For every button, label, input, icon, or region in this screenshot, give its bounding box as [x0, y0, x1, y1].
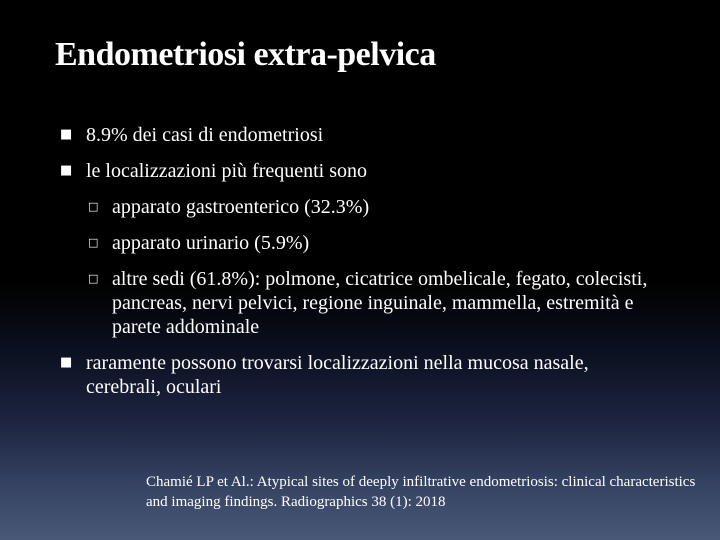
square-bullet-icon: ■: [60, 163, 73, 178]
square-bullet-icon: ■: [60, 127, 73, 142]
reference-citation: Chamié LP et Al.: Atypical sites of deeply infiltrative endometriosis: clinical characteristics and imaging findings. Radiographics 38 (1): 2018: [146, 474, 696, 510]
sub-bullet-text: apparato gastroenterico (32.3%): [112, 196, 370, 218]
bullet-item: [60, 159, 700, 183]
sub-bullet-item: [60, 267, 700, 339]
sub-bullet-item: [60, 231, 700, 255]
slide-title: Endometriosi extra-pelvica: [55, 36, 436, 73]
sub-bullet-text: apparato urinario (5.9%): [112, 232, 310, 254]
sub-bullet-item: [60, 195, 700, 219]
hollow-square-bullet-icon: □: [88, 200, 99, 213]
bullet-item: [60, 351, 700, 399]
bullet-text: raramente possono trovarsi localizzazioni nella mucosa nasale, cerebrali, oculari: [86, 352, 589, 398]
hollow-square-bullet-icon: □: [88, 236, 99, 249]
bullet-text: le localizzazioni più frequenti sono: [86, 160, 368, 182]
hollow-square-bullet-icon: □: [88, 272, 99, 285]
square-bullet-icon: ■: [60, 355, 73, 370]
sub-bullet-text: altre sedi (61.8%): polmone, cicatrice ombelicale, fegato, colecisti, pancreas, nervi pelvici, regione inguinale, mammella, estremità e parete addominale: [112, 268, 648, 338]
bullet-text: 8.9% dei casi di endometriosi: [86, 124, 324, 146]
bullet-item: [60, 123, 700, 147]
bullet-list: [60, 123, 700, 411]
